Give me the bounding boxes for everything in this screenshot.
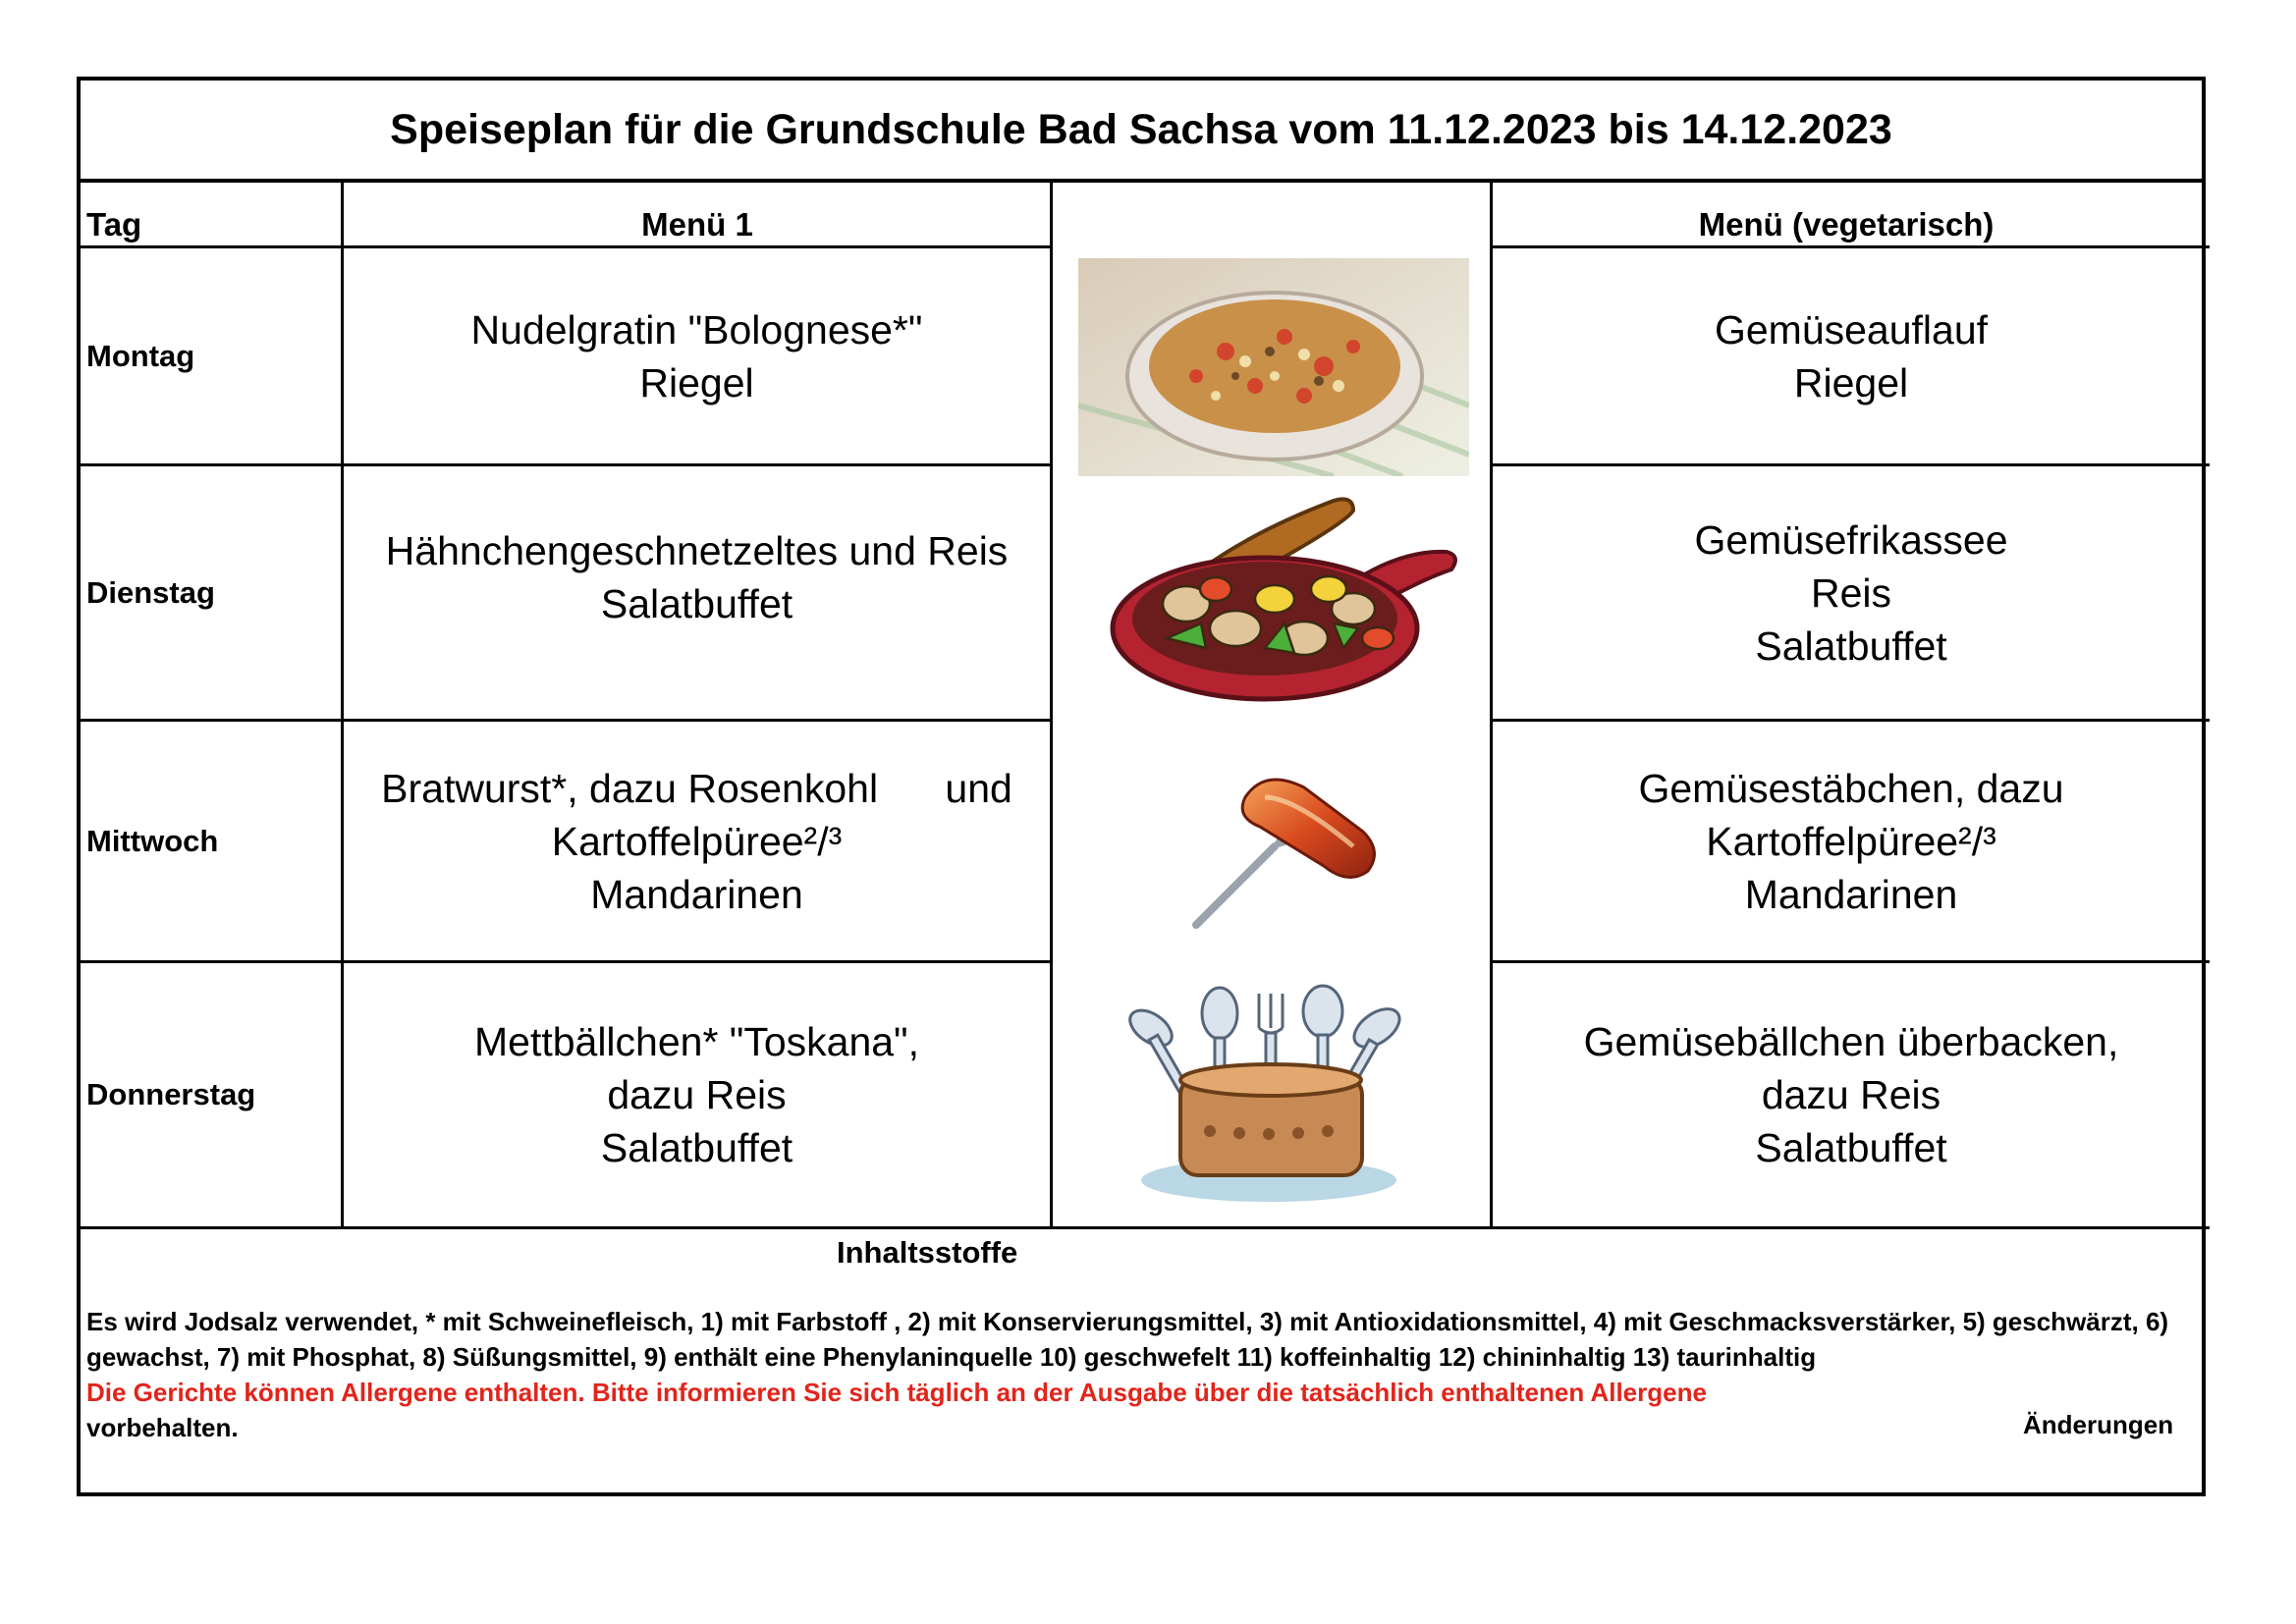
day-thursday: Donnerstag bbox=[86, 1077, 256, 1111]
changes-reserved-2: vorbehalten. bbox=[86, 1413, 239, 1442]
menu1-tuesday bbox=[344, 466, 1050, 687]
sausage-fork-image bbox=[1167, 758, 1385, 943]
menu1-wednesday bbox=[344, 722, 1050, 960]
casserole-image bbox=[1078, 258, 1469, 476]
menu1-thursday-line3: Salatbuffet bbox=[600, 1125, 793, 1170]
veg-thursday-line2: dazu Reis bbox=[1761, 1072, 1941, 1117]
frying-pan-image bbox=[1108, 491, 1463, 705]
menu1-monday-line1: Nudelgratin "Bolognese*" bbox=[470, 306, 923, 352]
header-day: Tag bbox=[86, 206, 142, 243]
header-menu1: Menü 1 bbox=[641, 206, 753, 243]
allergen-warning: Die Gerichte können Allergene enthalten. Bitte informieren Sie sich täglich an der Ausgabe über die tatsächlich enthaltenen Allergene bbox=[86, 1378, 1707, 1407]
menu1-monday bbox=[344, 248, 1050, 463]
day-tuesday: Dienstag bbox=[86, 574, 215, 610]
menu1-wednesday-line2: Kartoffelpüree²/³ bbox=[551, 818, 843, 864]
veg-tuesday-line1: Gemüsefrikassee bbox=[1694, 516, 2008, 563]
menu1-thursday-line2: dazu Reis bbox=[607, 1072, 787, 1117]
veg-thursday-line1: Gemüsebällchen überbacken, bbox=[1583, 1019, 2119, 1064]
veg-wednesday-line2: Kartoffelpüree²/³ bbox=[1706, 818, 1996, 864]
menu-plan-table bbox=[77, 77, 2206, 1496]
veg-monday-line2: Riegel bbox=[1793, 359, 1909, 406]
changes-reserved-1: Änderungen bbox=[2023, 1410, 2174, 1439]
veg-monday-line1: Gemüseauflauf bbox=[1714, 306, 1989, 352]
ingredients-text bbox=[86, 1304, 2188, 1445]
ingredients-section bbox=[81, 1229, 2202, 1496]
day-monday: Montag bbox=[86, 338, 195, 373]
veg-thursday bbox=[1493, 963, 2210, 1226]
menu1-thursday bbox=[344, 963, 1050, 1226]
day-wednesday: Mittwoch bbox=[86, 823, 219, 858]
veg-tuesday-line2: Reis bbox=[1810, 569, 1892, 616]
menu1-tuesday-line2: Salatbuffet bbox=[600, 580, 793, 626]
menu1-monday-line2: Riegel bbox=[639, 359, 754, 406]
veg-wednesday bbox=[1493, 722, 2210, 960]
header-menu-veg: Menü (vegetarisch) bbox=[1698, 206, 1995, 243]
menu1-wednesday-line3: Mandarinen bbox=[590, 871, 803, 917]
utensil-pot-image bbox=[1112, 984, 1426, 1210]
ingredients-heading: Inhaltsstoffe bbox=[837, 1235, 1018, 1270]
veg-thursday-line3: Salatbuffet bbox=[1755, 1125, 1947, 1170]
page-title: Speiseplan für die Grundschule Bad Sachsa vom 11.12.2023 bis 14.12.2023 bbox=[81, 81, 2202, 183]
ingredients-legend: Es wird Jodsalz verwendet, * mit Schweinefleisch, 1) mit Farbstoff , 2) mit Konservierungsmittel, 3) mit Antioxidationsmittel, 4) mit Geschmacksverstärker, 5) geschwärzt, 6) gewachst, 7) mit Phosphat, 8) Süßungsmittel, 9) enthält eine Phenylaninquelle 10) geschwefelt 11) koffeinhaltig 12) chininhaltig 13) taurinhaltig bbox=[86, 1307, 2169, 1372]
veg-tuesday-line3: Salatbuffet bbox=[1755, 623, 1947, 669]
veg-wednesday-line3: Mandarinen bbox=[1744, 871, 1958, 917]
menu1-thursday-line1: Mettbällchen* "Toskana", bbox=[473, 1019, 920, 1064]
veg-tuesday bbox=[1493, 466, 2210, 719]
menu1-wednesday-line1: Bratwurst*, dazu Rosenkohl und bbox=[381, 765, 1012, 811]
veg-wednesday-line1: Gemüsestäbchen, dazu bbox=[1638, 765, 2064, 811]
veg-monday bbox=[1493, 248, 2210, 463]
menu1-tuesday-line1: Hähnchengeschnetzeltes und Reis bbox=[385, 527, 1009, 573]
